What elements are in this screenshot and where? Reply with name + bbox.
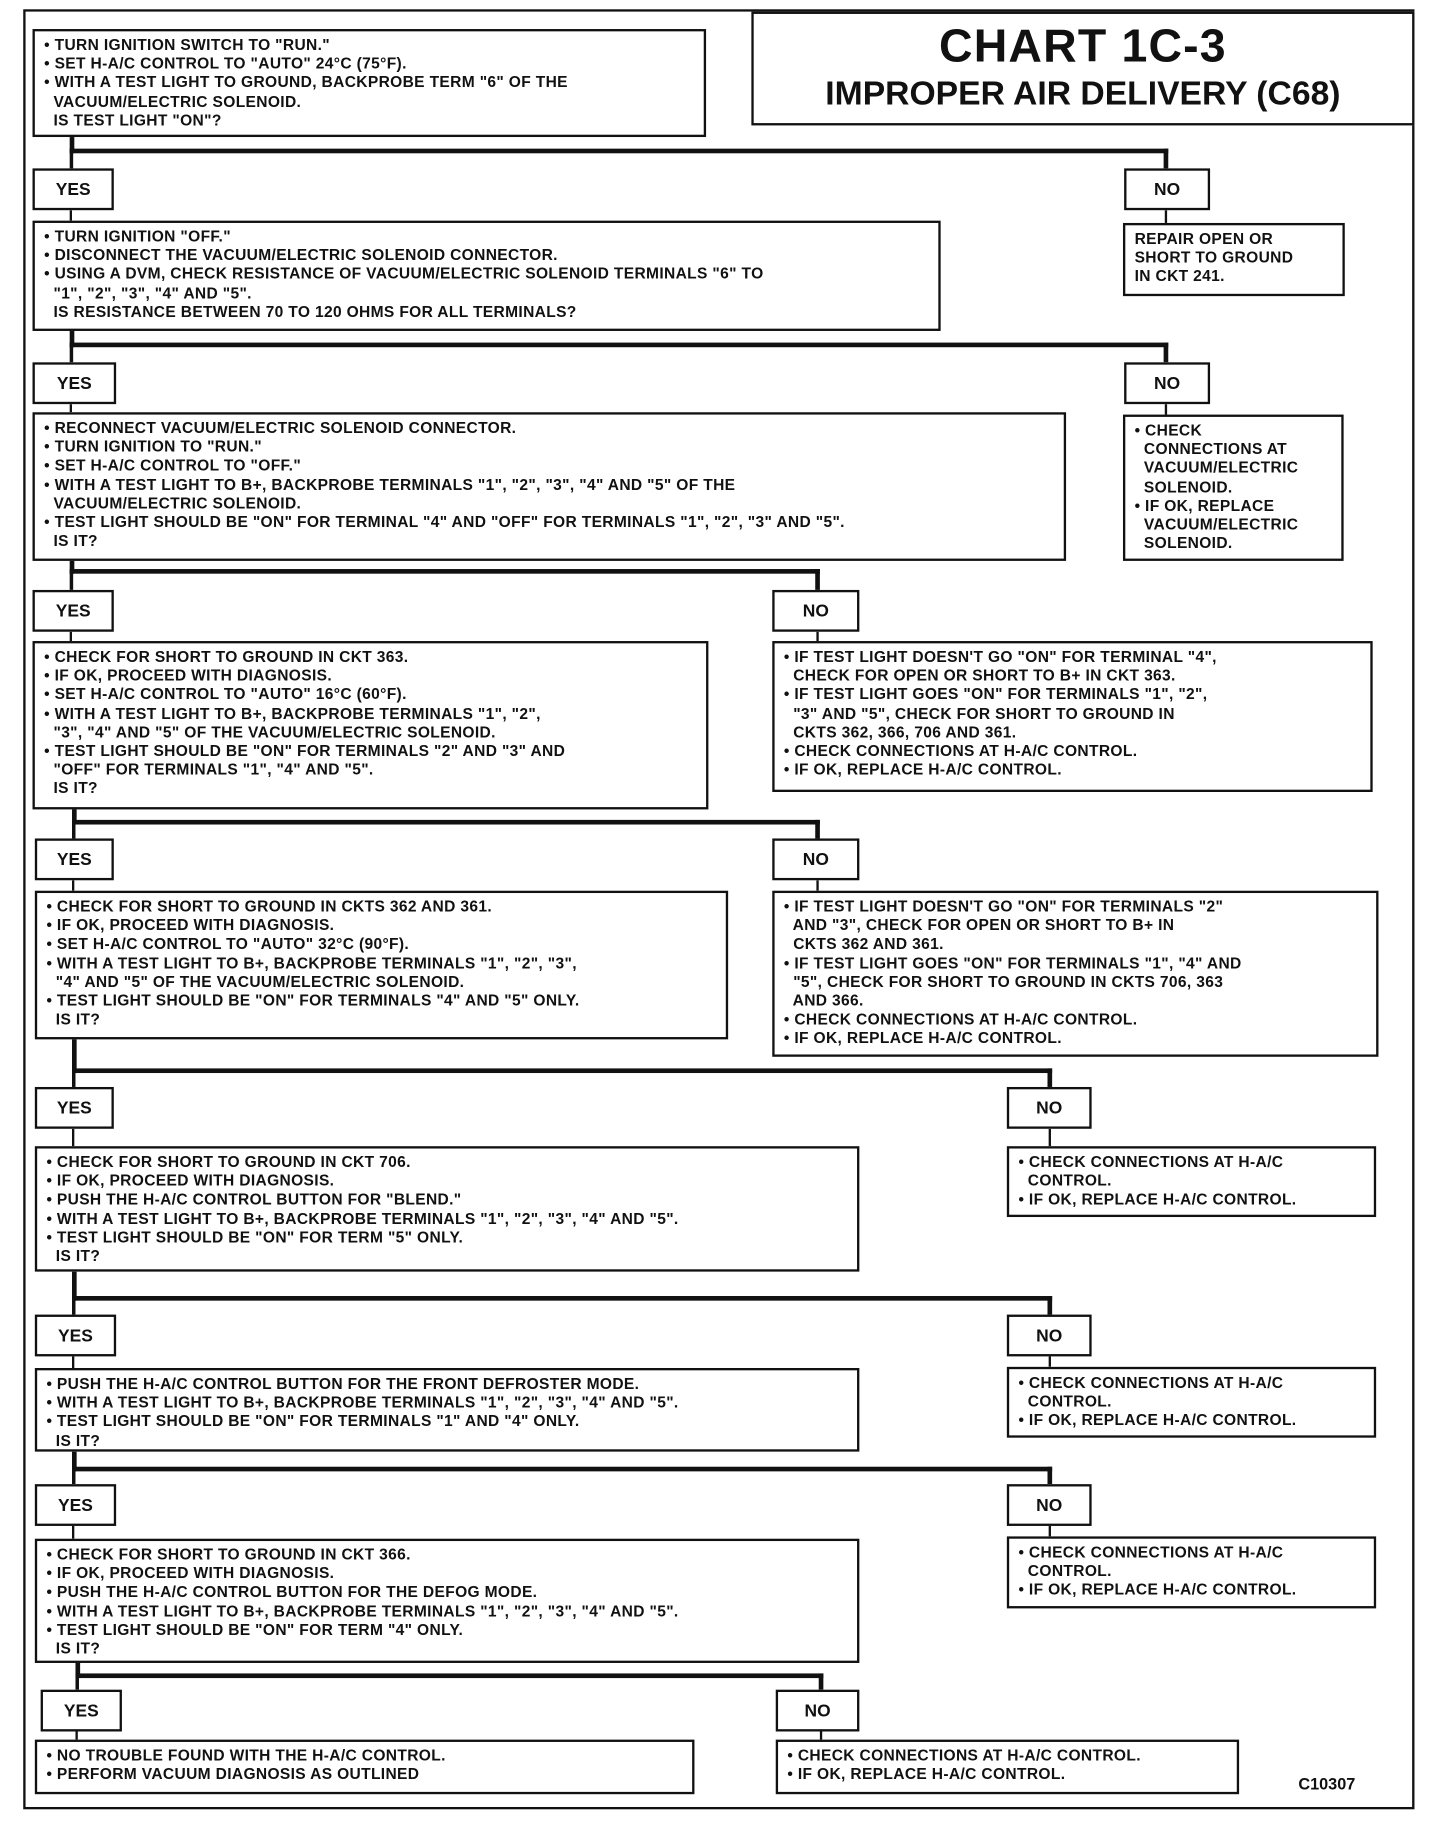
step-line: • CHECK FOR SHORT TO GROUND IN CKTS 362 AND 361. [46,897,493,916]
step-line: • SET H-A/C CONTROL TO "OFF." [44,456,302,475]
branch-line [72,1467,1052,1472]
step-line: • PUSH THE H-A/C CONTROL BUTTON FOR THE DEFOG MODE. [46,1583,538,1601]
connector-line [75,1673,78,1689]
no-result-line: • IF TEST LIGHT GOES "ON" FOR TERMINALS "1", "4" AND [783,954,1242,972]
step-box-1 [33,29,707,137]
no-result-box-3 [772,641,1372,792]
no-result-line: • IF TEST LIGHT DOESN'T GO "ON" FOR TERMINALS "2" [783,897,1224,916]
connector-line [70,149,73,169]
no-result-box-2 [1123,415,1344,561]
step-line: • TEST LIGHT SHOULD BE "ON" FOR TERMINALS "2" AND "3" AND [44,742,566,760]
branch-line [75,1673,823,1678]
step-line: • RECONNECT VACUUM/ELECTRIC SOLENOID CONNECTOR. [44,419,517,437]
no-result-line: SHORT TO GROUND [1134,248,1294,267]
connector-line [819,1673,824,1689]
step-line: VACUUM/ELECTRIC SOLENOID. [44,92,302,110]
no-result-line: REPAIR OPEN OR [1134,229,1274,248]
branch-line [70,343,1169,348]
no-result-line: • IF OK, REPLACE H-A/C CONTROL. [1018,1190,1297,1209]
step-line: • PERFORM VACUUM DIAGNOSIS AS OUTLINED [46,1765,420,1783]
yes-label: YES [35,838,114,880]
step-line: • SET H-A/C CONTROL TO "AUTO" 32°C (90°F). [46,935,410,953]
no-label: NO [1007,1484,1092,1526]
no-result-line: CONTROL. [1018,1562,1112,1580]
no-result-line: • CHECK [1134,421,1203,439]
step-box-3 [33,412,1067,561]
step-line: • TEST LIGHT SHOULD BE "ON" FOR TERMINALS "1" AND "4" ONLY. [46,1412,580,1431]
yes-label: YES [41,1690,122,1732]
no-label: NO [1124,362,1210,404]
connector-line [1047,1467,1052,1484]
yes-label: YES [33,590,114,632]
connector-line [70,569,73,590]
no-result-line: • CHECK CONNECTIONS AT H-A/C [1018,1543,1284,1561]
connector-line [75,1731,77,1739]
no-result-line: IN CKT 241. [1134,267,1225,285]
step-line: • IF OK, PROCEED WITH DIAGNOSIS. [46,1171,335,1190]
connector-line [70,210,72,220]
connector-line [72,1526,74,1539]
connector-line [1164,149,1169,169]
step-line: "1", "2", "3", "4" AND "5". [44,284,252,302]
step-box-6 [35,1146,860,1271]
step-box-4 [33,641,709,809]
step-line: • WITH A TEST LIGHT TO B+, BACKPROBE TERMINALS "1", "2", [44,704,541,722]
yes-label: YES [33,362,117,404]
no-result-box-1 [1123,223,1345,296]
step-line: IS TEST LIGHT "ON"? [44,111,222,129]
no-result-line: VACUUM/ELECTRIC [1134,459,1299,477]
no-label: NO [1007,1315,1092,1357]
connector-line [815,820,820,839]
no-result-box-6 [1007,1367,1376,1438]
step-line: • TEST LIGHT SHOULD BE "ON" FOR TERMINAL "4" AND "OFF" FOR TERMINALS "1", "2", "3" AND "5". [44,513,845,531]
step-line: • IF OK, PROCEED WITH DIAGNOSIS. [44,666,333,685]
no-result-line: • IF OK, REPLACE H-A/C CONTROL. [1018,1411,1297,1429]
step-box-7 [35,1368,860,1452]
step-line: • WITH A TEST LIGHT TO GROUND, BACKPROBE TERM "6" OF THE [44,73,568,92]
connector-line [816,632,818,641]
step-line: • WITH A TEST LIGHT TO B+, BACKPROBE TERMINALS "1", "2", "3", "4" AND "5". [46,1209,679,1228]
connector-line [1164,343,1169,363]
no-label: NO [1007,1087,1092,1129]
step-line: • USING A DVM, CHECK RESISTANCE OF VACUUM/ELECTRIC SOLENOID TERMINALS "6" TO [44,265,764,283]
connector-line [72,820,75,839]
title-box [751,12,1414,126]
connector-line [1165,404,1167,414]
no-result-box-5 [1007,1146,1376,1217]
connector-line [72,1467,75,1484]
no-result-line: • CHECK CONNECTIONS AT H-A/C CONTROL. [783,1010,1138,1029]
step-line: • PUSH THE H-A/C CONTROL BUTTON FOR "BLEND." [46,1190,462,1209]
branch-line [70,569,820,574]
connector-line [1047,1296,1052,1315]
connector-line [1049,1356,1051,1366]
step-line: • TURN IGNITION SWITCH TO "RUN." [44,36,331,54]
step-line: IS IT? [46,1639,101,1658]
yes-label: YES [35,1484,116,1526]
no-label: NO [772,590,859,632]
branch-line [72,820,820,825]
no-result-line: • IF OK, REPLACE H-A/C CONTROL. [783,760,1062,779]
no-result-line: CONTROL. [1018,1392,1112,1411]
no-result-line: VACUUM/ELECTRIC [1134,515,1299,534]
no-result-line: • IF OK, REPLACE H-A/C CONTROL. [1018,1581,1297,1599]
yes-label: YES [33,168,114,210]
no-result-line: "3" AND "5", CHECK FOR SHORT TO GROUND IN [783,704,1175,722]
connector-line [70,404,72,412]
connector-line [1049,1526,1051,1536]
step-line: • WITH A TEST LIGHT TO B+, BACKPROBE TERMINALS "1", "2", "3", [46,954,577,972]
step-line: IS IT? [44,779,98,798]
step-line: IS IT? [44,532,98,550]
yes-label: YES [35,1087,114,1129]
step-box-5 [35,891,728,1040]
step-line: • IF OK, PROCEED WITH DIAGNOSIS. [46,1564,335,1582]
no-result-line: • CHECK CONNECTIONS AT H-A/C CONTROL. [787,1746,1141,1765]
connector-line [1047,1068,1052,1087]
no-label: NO [1124,168,1210,210]
no-result-line: CHECK FOR OPEN OR SHORT TO B+ IN CKT 363. [783,666,1176,685]
step-line: • TURN IGNITION "OFF." [44,227,231,246]
figure-code: C10307 [1298,1774,1356,1794]
step-line: IS IT? [46,1247,101,1265]
no-result-line: SOLENOID. [1134,478,1233,496]
connector-line [1049,1129,1051,1146]
connector-line [72,880,74,890]
step-line: • WITH A TEST LIGHT TO B+, BACKPROBE TERMINALS "1", "2", "3", "4" AND "5". [46,1602,679,1620]
branch-line [72,1296,1052,1301]
connector-line [72,1129,74,1146]
final-no-box [776,1740,1239,1795]
no-label: NO [776,1690,860,1732]
connector-line [70,632,72,641]
step-line: IS IT? [46,1010,101,1029]
no-result-line: • IF TEST LIGHT DOESN'T GO "ON" FOR TERMINAL "4", [783,648,1217,666]
step-line: "OFF" FOR TERMINALS "1", "4" AND "5". [44,760,374,779]
no-result-line: CKTS 362, 366, 706 AND 361. [783,723,1017,741]
step-line: • TEST LIGHT SHOULD BE "ON" FOR TERMINALS "4" AND "5" ONLY. [46,991,580,1010]
no-result-line: • IF OK, REPLACE H-A/C CONTROL. [787,1765,1066,1783]
no-label: NO [772,838,859,880]
no-result-line: "5", CHECK FOR SHORT TO GROUND IN CKTS 706, 363 [783,972,1224,991]
step-line: "4" AND "5" OF THE VACUUM/ELECTRIC SOLENOID. [46,972,465,991]
no-result-line: SOLENOID. [1134,534,1233,552]
connector-line [816,880,818,890]
no-result-box-7 [1007,1536,1376,1608]
step-line: • TEST LIGHT SHOULD BE "ON" FOR TERM "5" ONLY. [46,1228,464,1246]
step-line: • SET H-A/C CONTROL TO "AUTO" 24°C (75°F). [44,54,407,73]
no-result-box-4 [772,891,1378,1057]
no-result-line: AND "3", CHECK FOR OPEN OR SHORT TO B+ IN [783,916,1175,934]
branch-line [72,1068,1052,1073]
no-result-line: • CHECK CONNECTIONS AT H-A/C [1018,1153,1284,1171]
connector-line [815,569,820,590]
no-result-line: AND 366. [783,991,864,1010]
connector-line [72,1356,74,1368]
chart-number: CHART 1C-3 [939,20,1227,73]
no-result-line: CONNECTIONS AT [1134,440,1288,458]
step-line: • TURN IGNITION TO "RUN." [44,438,262,456]
connector-line [820,1731,822,1739]
connector-line [1165,210,1167,223]
step-line: • DISCONNECT THE VACUUM/ELECTRIC SOLENOID CONNECTOR. [44,246,558,264]
chart-title: IMPROPER AIR DELIVERY (C68) [825,75,1341,113]
step-line: • CHECK FOR SHORT TO GROUND IN CKT 363. [44,648,409,666]
step-line: • IF OK, PROCEED WITH DIAGNOSIS. [46,916,335,934]
step-line: • PUSH THE H-A/C CONTROL BUTTON FOR THE FRONT DEFROSTER MODE. [46,1374,640,1393]
connector-line [70,343,73,363]
step-line: IS IT? [46,1431,101,1449]
step-box-2 [33,221,941,331]
step-line: • CHECK FOR SHORT TO GROUND IN CKT 366. [46,1545,411,1564]
no-result-line: • CHECK CONNECTIONS AT H-A/C CONTROL. [783,742,1138,760]
connector-line [72,1068,75,1087]
yes-label: YES [35,1315,116,1357]
step-line: • CHECK FOR SHORT TO GROUND IN CKT 706. [46,1153,411,1171]
connector-line [72,1296,75,1315]
step-line: • SET H-A/C CONTROL TO "AUTO" 16°C (60°F). [44,685,407,704]
no-result-line: • CHECK CONNECTIONS AT H-A/C [1018,1373,1284,1392]
no-result-line: • IF OK, REPLACE [1134,496,1275,515]
no-result-line: • IF TEST LIGHT GOES "ON" FOR TERMINALS "1", "2", [783,685,1208,704]
step-box-8 [35,1539,860,1663]
no-result-line: CKTS 362 AND 361. [783,935,944,953]
step-box-9 [35,1740,695,1795]
step-line: "3", "4" AND "5" OF THE VACUUM/ELECTRIC SOLENOID. [44,723,496,741]
step-line: • NO TROUBLE FOUND WITH THE H-A/C CONTROL. [46,1746,446,1765]
step-line: VACUUM/ELECTRIC SOLENOID. [44,494,302,512]
branch-line [70,149,1169,154]
step-line: • WITH A TEST LIGHT TO B+, BACKPROBE TERMINALS "1", "2", "3", "4" AND "5" OF THE [44,475,736,494]
step-line: • WITH A TEST LIGHT TO B+, BACKPROBE TERMINALS "1", "2", "3", "4" AND "5". [46,1393,679,1412]
no-result-line: • IF OK, REPLACE H-A/C CONTROL. [783,1029,1062,1047]
step-line: • TEST LIGHT SHOULD BE "ON" FOR TERM "4" ONLY. [46,1620,464,1639]
no-result-line: CONTROL. [1018,1171,1112,1190]
step-line: IS RESISTANCE BETWEEN 70 TO 120 OHMS FOR ALL TERMINALS? [44,302,577,321]
